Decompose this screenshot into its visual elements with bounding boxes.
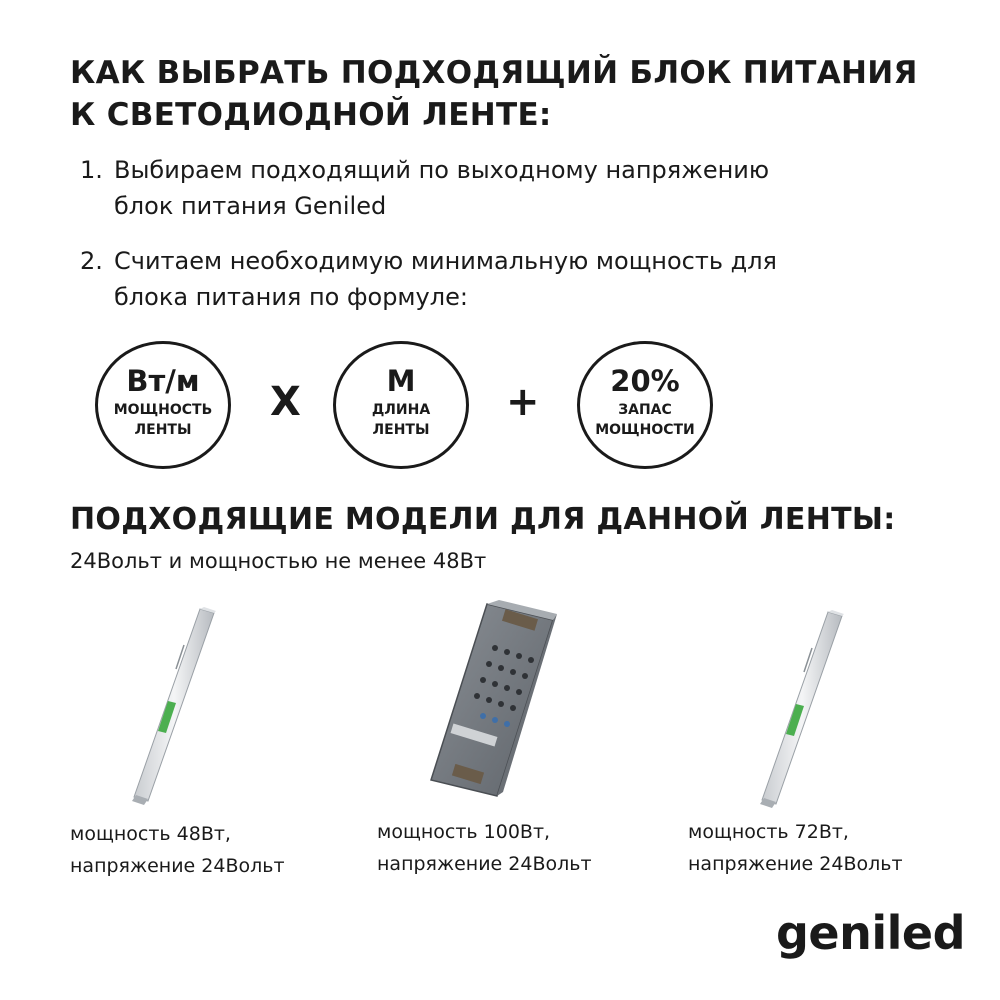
step-2-number: 2. [80,247,103,275]
formula-plus-operator: + [506,379,540,425]
step-1-line2: блок питания Geniled [114,192,387,220]
step-2-line2: блока питания по формуле: [114,283,468,311]
formula-multiply-operator: X [270,379,301,425]
step-2-line1: Считаем необходимую минимальную мощность для [114,247,777,275]
step-1-number: 1. [80,156,103,184]
formula-term3-value: 20% [610,364,680,398]
formula-length-circle [333,341,469,469]
product-caption-3 [688,816,903,880]
page-title-line2: К СВЕТОДИОДНОЙ ЛЕНТЕ: [70,97,552,133]
formula-term1-label: МОЩНОСТЬ ЛЕНТЫ [113,402,213,438]
brand-logo: geniled [776,906,966,960]
step-1-text [114,152,914,224]
step-2 [80,243,914,315]
product-caption-2 [377,816,592,880]
formula-power-per-meter-circle [95,341,231,469]
product-1-power: мощность 48Вт, [70,823,231,845]
product-2-power: мощность 100Вт, [377,821,551,843]
product-image-slim-48w [120,605,220,805]
product-3-power: мощность 72Вт, [688,821,849,843]
formula-term2-label: ДЛИНА ЛЕНТЫ [371,402,431,438]
step-1-line1: Выбираем подходящий по выходному напряжению [114,156,770,184]
product-image-box-100w [425,600,560,800]
formula-reserve-circle [577,341,713,469]
models-title: ПОДХОДЯЩИЕ МОДЕЛИ ДЛЯ ДАННОЙ ЛЕНТЫ: [70,502,896,537]
product-caption-1 [70,818,285,882]
step-1 [80,152,914,224]
product-1-voltage: напряжение 24Вольт [70,855,285,877]
page-title [70,52,950,136]
product-2-voltage: напряжение 24Вольт [377,853,592,875]
page-title-line1: КАК ВЫБРАТЬ ПОДХОДЯЩИЙ БЛОК ПИТАНИЯ [70,55,918,91]
formula-term1-value: Вт/м [126,364,200,398]
formula-term2-value: М [386,364,416,398]
step-2-text [114,243,914,315]
models-subtitle: 24Вольт и мощностью не менее 48Вт [70,549,487,573]
product-image-slim-72w [748,608,848,808]
formula-term3-label: ЗАПАС МОЩНОСТИ [595,402,695,438]
product-3-voltage: напряжение 24Вольт [688,853,903,875]
